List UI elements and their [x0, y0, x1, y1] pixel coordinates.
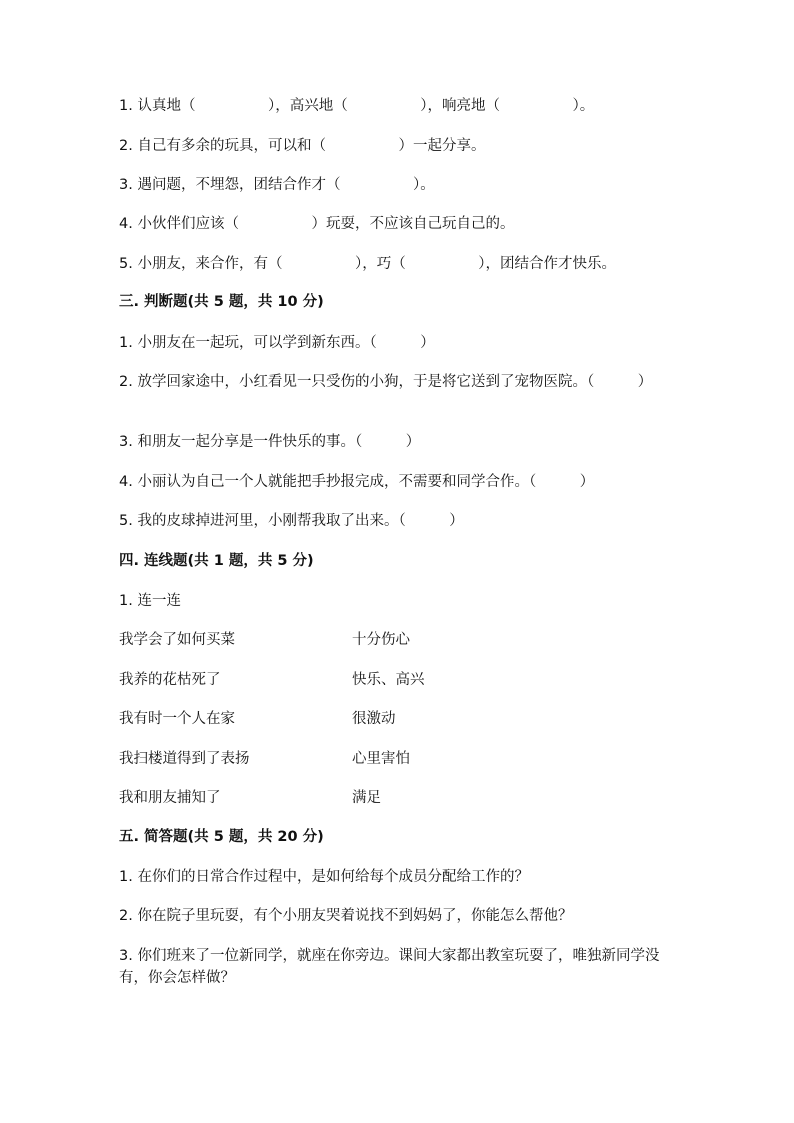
matching-left-item-2: 我养的花枯死了 — [119, 672, 221, 688]
fill-blank-item-3: 3. 遇问题，不埋怨，团结合作才（ ）。 — [119, 177, 435, 193]
matching-right-item-3: 很激动 — [352, 711, 396, 727]
judge-item-5: 5. 我的皮球掉进河里，小刚帮我取了出来。（ ） — [119, 513, 464, 529]
judge-item-4: 4. 小丽认为自己一个人就能把手抄报完成，不需要和同学合作。（ ） — [119, 474, 595, 490]
short-answer-item-2: 2. 你在院子里玩耍，有个小朋友哭着说找不到妈妈了，你能怎么帮他？ — [119, 908, 573, 924]
fill-blank-item-1: 1. 认真地（ ），高兴地（ ），响亮地（ ）。 — [119, 98, 595, 114]
matching-left-item-1: 我学会了如何买菜 — [119, 632, 235, 648]
judge-item-3: 3. 和朋友一起分享是一件快乐的事。（ ） — [119, 434, 421, 450]
matching-right-item-1: 十分伤心 — [352, 632, 410, 648]
matching-right-item-2: 快乐、高兴 — [352, 672, 425, 688]
short-answer-item-3: 3. 你们班来了一位新同学，就座在你旁边。课间大家都出教室玩耍了，唯独新同学没有，你会怎样做？ — [119, 948, 660, 986]
fill-blank-item-2: 2. 自己有多余的玩具，可以和（ ）一起分享。 — [119, 138, 486, 154]
matching-right-item-5: 满足 — [352, 790, 381, 806]
matching-question: 1. 连一连 — [119, 593, 181, 609]
judge-section-heading: 三. 判断题(共 5 题，共 10 分) — [119, 294, 324, 310]
fill-blank-item-4: 4. 小伙伴们应该（ ）玩耍，不应该自己玩自己的。 — [119, 216, 515, 232]
short-answer-item-1: 1. 在你们的日常合作过程中，是如何给每个成员分配给工作的？ — [119, 869, 529, 885]
matching-left-item-5: 我和朋友捕知了 — [119, 790, 221, 806]
matching-section-heading: 四. 连线题(共 1 题，共 5 分) — [119, 553, 314, 569]
short-answer-section-heading: 五. 简答题(共 5 题，共 20 分) — [119, 829, 324, 845]
matching-left-item-3: 我有时一个人在家 — [119, 711, 235, 727]
judge-item-1: 1. 小朋友在一起玩，可以学到新东西。（ ） — [119, 335, 435, 351]
judge-item-2: 2. 放学回家途中，小红看见一只受伤的小狗，于是将它送到了宠物医院。（ ） — [119, 374, 653, 390]
fill-blank-item-5: 5. 小朋友，来合作，有（ ），巧（ ），团结合作才快乐。 — [119, 256, 616, 272]
matching-left-item-4: 我扫楼道得到了表扬 — [119, 751, 250, 767]
matching-right-item-4: 心里害怕 — [352, 751, 410, 767]
